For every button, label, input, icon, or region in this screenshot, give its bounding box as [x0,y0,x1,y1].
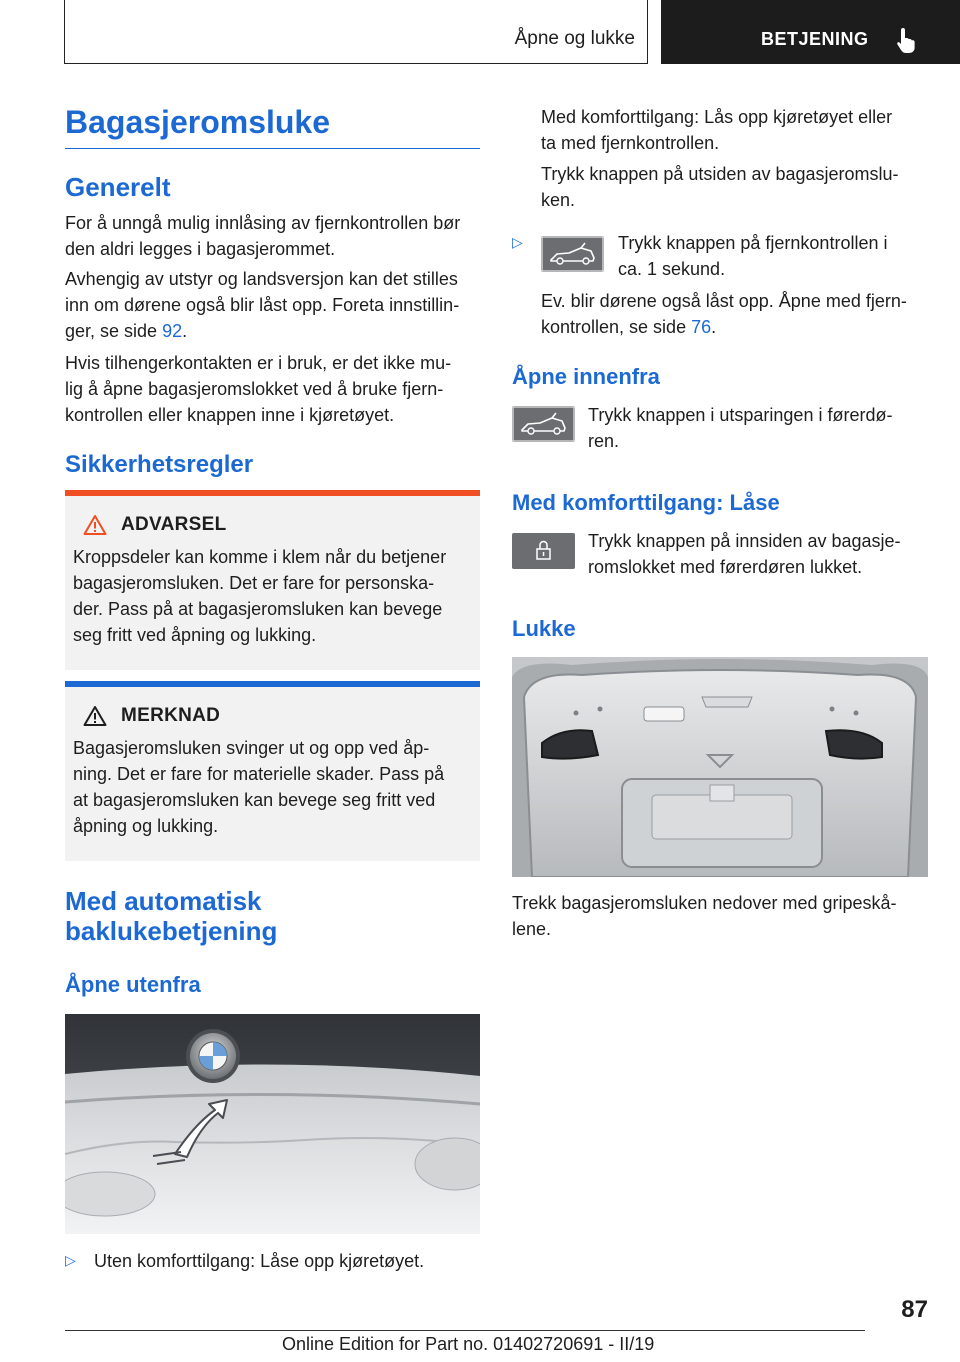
warning-accent-bar [65,490,480,496]
remote-paragraph-line-2 [541,314,716,340]
general-paragraph-3-line-2: lig å åpne bagasjeromslokket ved å bruke fjern‐ [65,379,444,399]
remote-paragraph-line-1: Ev. blir dørene også låst opp. Åpne med fjern‐ [541,291,907,311]
page-number: 87 [901,1296,928,1323]
warning-title: ADVARSEL [121,514,227,535]
warning-line-4: seg fritt ved åpning og lukking. [73,625,317,645]
general-paragraph-2-line-3-text: ger, se side [65,321,163,341]
comfort-line-1: Trykk knappen på innsiden av bagasje‐ [588,531,901,551]
note-accent-bar [65,681,480,687]
header-chapter-tab [661,0,960,64]
auto-heading-line-2: baklukebetjening [65,916,278,946]
general-paragraph-3-line-3: kontrollen eller knappen inne i kjøretøyet. [65,405,395,425]
close-heading: Lukke [512,616,576,641]
step-1-text: Uten komforttilgang: Låse opp kjøretøyet. [94,1251,425,1271]
warning-line-3: der. Pass på at bagasjeromsluken kan bevege [73,599,443,619]
auto-heading-line-1: Med automatisk [65,886,262,916]
comfort-paragraph-line-2: ta med fjernkontrollen. [541,133,720,153]
note-line-2: ning. Det er fare for materielle skader. Pass på [73,764,445,784]
remote-paragraph-line-2-end: . [711,317,717,337]
trunk-exterior-photo [65,1014,480,1234]
general-paragraph-1-line-2: den aldri legges i bagasjerommet. [65,239,336,259]
note-line-3: at bagasjeromsluken kan bevege seg fritt ved [73,790,436,810]
page-link-92[interactable]: 92 [162,321,183,341]
general-paragraph-2-line-3 [65,318,187,344]
general-paragraph-3-line-1: Hvis tilhengerkontakten er i bruk, er det ikke mu‐ [65,353,452,373]
safety-heading: Sikkerhetsregler [65,451,254,478]
title-underline [65,148,480,149]
caution-triangle-icon [83,705,107,727]
comfort-line-2: romslokket med førerdøren lukket. [588,557,863,577]
step-2-line-1: Trykk knappen på fjernkontrollen i [618,233,888,253]
warning-triangle-icon [83,514,107,536]
comfort-paragraph-line-1: Med komforttilgang: Lås opp kjøretøyet eller [541,107,893,127]
outside-button-line-2: ken. [541,190,576,210]
warning-line-2: bagasjeromsluken. Det er fare for personska‐ [73,573,435,593]
general-paragraph-2-line-2: inn om dørene også blir låst opp. Foreta innstillin‐ [65,295,460,315]
note-title: MERKNAD [121,705,221,726]
page-link-76[interactable]: 76 [691,317,712,337]
open-inside-heading: Åpne innenfra [512,364,660,389]
comfort-lock-heading: Med komforttilgang: Låse [512,490,780,515]
step-marker-2-icon: ▷ [512,234,523,250]
inside-line-1: Trykk knappen i utsparingen i førerdø‐ [588,405,893,425]
note-box [65,681,480,861]
step-marker-1-icon: ▷ [65,1252,76,1268]
close-line-2: lene. [512,919,552,939]
trunk-exterior-illustration [65,1014,480,1234]
warning-line-1: Kroppsdeler kan komme i klem når du betjener [73,547,447,567]
remote-paragraph-line-2-text: kontrollen, se side [541,317,692,337]
trunk-remote-button-icon [541,236,604,272]
general-paragraph-1-line-1: For å unngå mulig innlåsing av fjernkontrollen bør [65,213,461,233]
general-paragraph-2-line-3-end: . [182,321,188,341]
header-chapter-title: BETJENING [761,29,869,49]
header-section-box [64,0,648,64]
close-line-1: Trekk bagasjeromsluken nedover med gripeskå‐ [512,893,897,913]
page-title: Bagasjeromsluke [65,104,331,140]
note-line-1: Bagasjeromsluken svinger ut og opp ved åp‐ [73,738,430,758]
note-line-4: åpning og lukking. [73,816,219,836]
lock-button-icon [512,533,575,569]
general-heading: Generelt [65,172,171,202]
footer-rule [65,1330,865,1331]
header-section-title: Åpne og lukke [514,28,635,49]
inside-line-2: ren. [588,431,620,451]
step-2-line-2: ca. 1 sekund. [618,259,726,279]
trunk-interior-button-icon [512,406,575,442]
pointing-hand-icon [895,26,919,54]
general-paragraph-2-line-1: Avhengig av utstyr og landsversjon kan det stilles [65,269,458,289]
footer-edition: Online Edition for Part no. 01402720691 - II/19 [282,1334,655,1354]
outside-button-line-1: Trykk knappen på utsiden av bagasjeromslu‐ [541,164,899,184]
trunk-interior-photo [512,657,928,877]
open-outside-heading: Åpne utenfra [65,972,201,997]
trunk-interior-illustration [512,657,928,877]
warning-box [65,490,480,670]
